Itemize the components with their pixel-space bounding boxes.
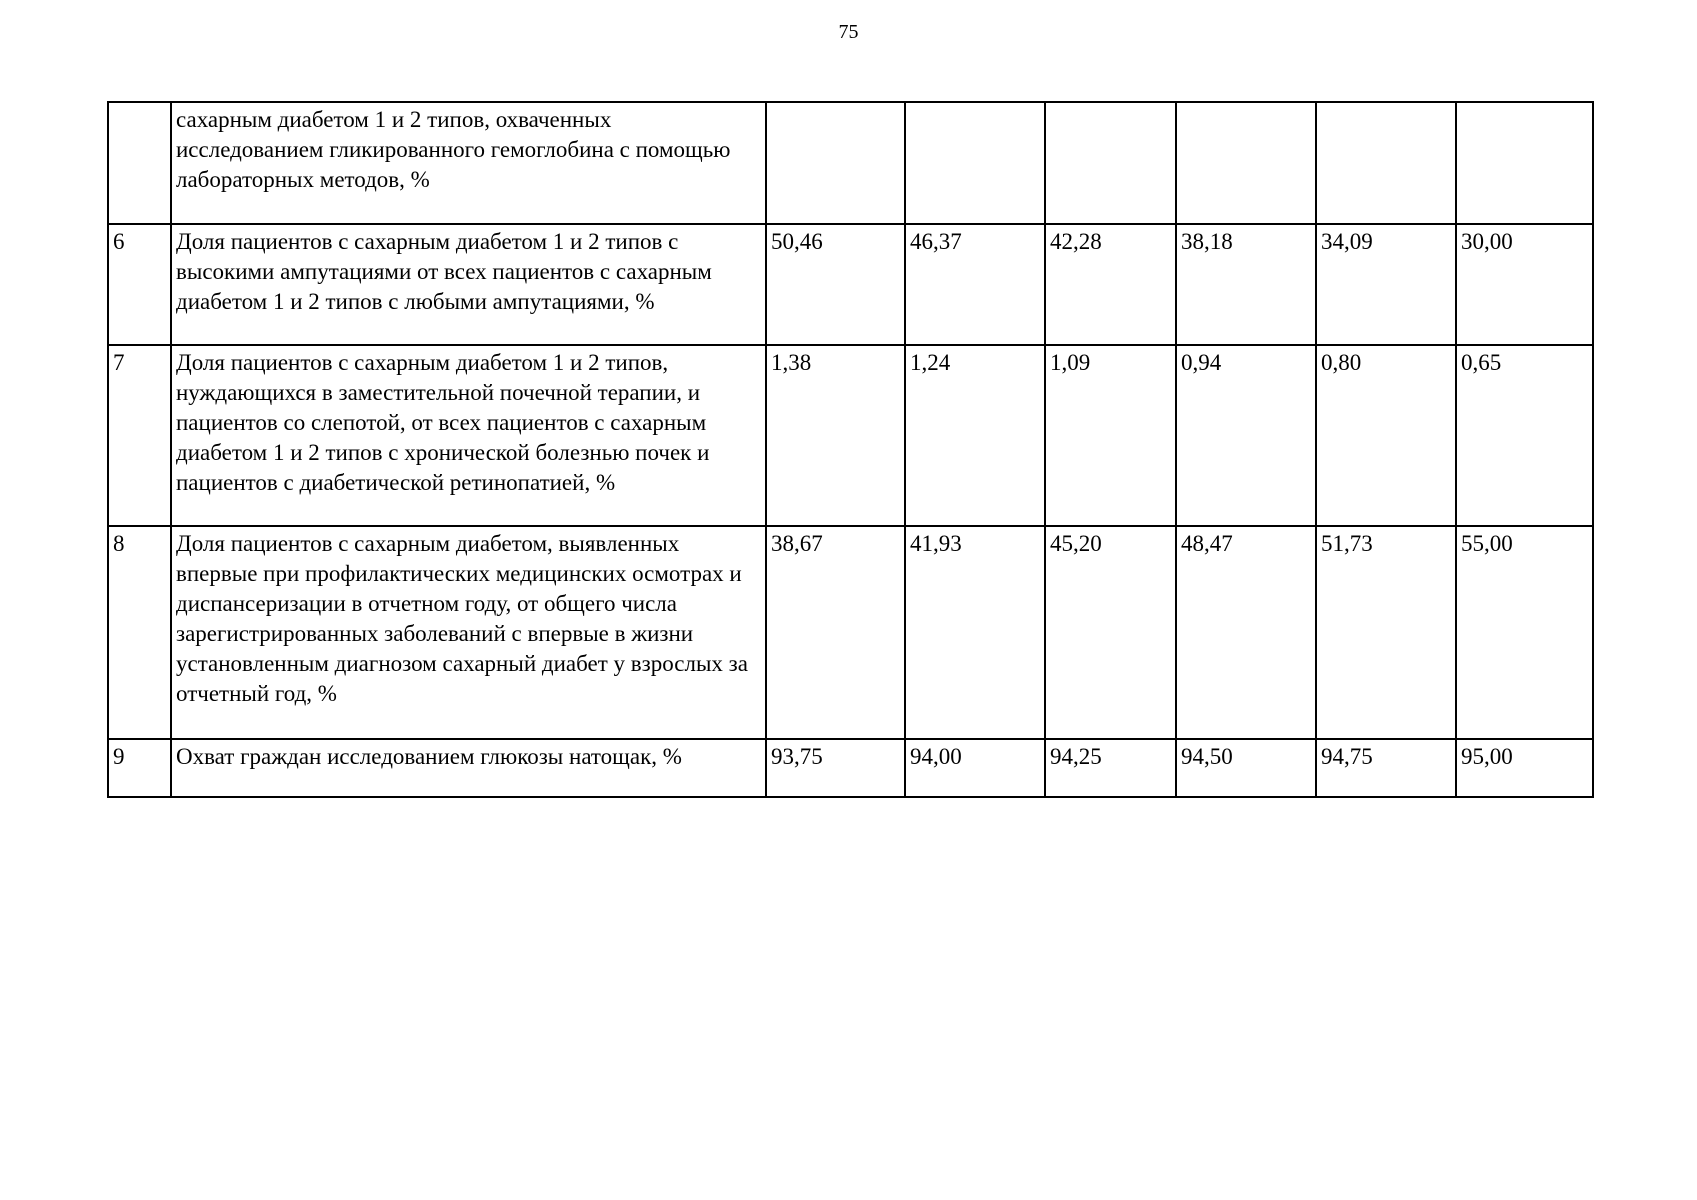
value-cell: 34,09 [1316, 224, 1456, 345]
value-cell: 95,00 [1456, 739, 1593, 797]
value-cell [1176, 102, 1316, 224]
value-cell: 0,80 [1316, 345, 1456, 526]
indicator-name-cell: Доля пациентов с сахарным диабетом, выявленных впервые при профилактических медицинских осмотрах и диспансеризации в отчетном году, от общего числа зарегистрированных заболеваний с впервые в жизни установленным диагнозом сахарный диабет у взрослых за отчетный год, % [171, 526, 766, 739]
row-number-cell: 7 [108, 345, 171, 526]
value-cell: 48,47 [1176, 526, 1316, 739]
row-number-cell: 9 [108, 739, 171, 797]
value-cell [1045, 102, 1176, 224]
value-cell [1316, 102, 1456, 224]
value-cell: 1,09 [1045, 345, 1176, 526]
indicator-name-cell: сахарным диабетом 1 и 2 типов, охваченных исследованием гликированного гемоглобина с помощью лабораторных методов, % [171, 102, 766, 224]
value-cell: 30,00 [1456, 224, 1593, 345]
value-cell: 38,67 [766, 526, 905, 739]
value-cell: 45,20 [1045, 526, 1176, 739]
value-cell: 94,75 [1316, 739, 1456, 797]
page-number: 75 [838, 21, 859, 43]
value-cell: 41,93 [905, 526, 1045, 739]
indicator-name-cell: Охват граждан исследованием глюкозы натощак, % [171, 739, 766, 797]
indicators-table [107, 101, 1594, 798]
row-number-cell: 6 [108, 224, 171, 345]
table-row [108, 224, 1593, 345]
value-cell: 94,50 [1176, 739, 1316, 797]
value-cell: 0,94 [1176, 345, 1316, 526]
value-cell: 1,38 [766, 345, 905, 526]
row-number-cell [108, 102, 171, 224]
table-row [108, 102, 1593, 224]
value-cell: 50,46 [766, 224, 905, 345]
value-cell: 94,00 [905, 739, 1045, 797]
value-cell: 55,00 [1456, 526, 1593, 739]
value-cell: 51,73 [1316, 526, 1456, 739]
value-cell: 94,25 [1045, 739, 1176, 797]
indicator-name-cell: Доля пациентов с сахарным диабетом 1 и 2 типов, нуждающихся в заместительной почечной терапии, и пациентов со слепотой, от всех пациентов с сахарным диабетом 1 и 2 типов с хронической болезнью почек и пациентов с диабетической ретинопатией, % [171, 345, 766, 526]
value-cell: 38,18 [1176, 224, 1316, 345]
value-cell [766, 102, 905, 224]
value-cell: 42,28 [1045, 224, 1176, 345]
row-number-cell: 8 [108, 526, 171, 739]
value-cell: 46,37 [905, 224, 1045, 345]
indicator-name-cell: Доля пациентов с сахарным диабетом 1 и 2 типов с высокими ампутациями от всех пациентов с сахарным диабетом 1 и 2 типов с любыми ампутациями, % [171, 224, 766, 345]
table-row [108, 345, 1593, 526]
value-cell: 0,65 [1456, 345, 1593, 526]
table-row [108, 739, 1593, 797]
value-cell [1456, 102, 1593, 224]
value-cell [905, 102, 1045, 224]
value-cell: 1,24 [905, 345, 1045, 526]
table-row [108, 526, 1593, 739]
value-cell: 93,75 [766, 739, 905, 797]
